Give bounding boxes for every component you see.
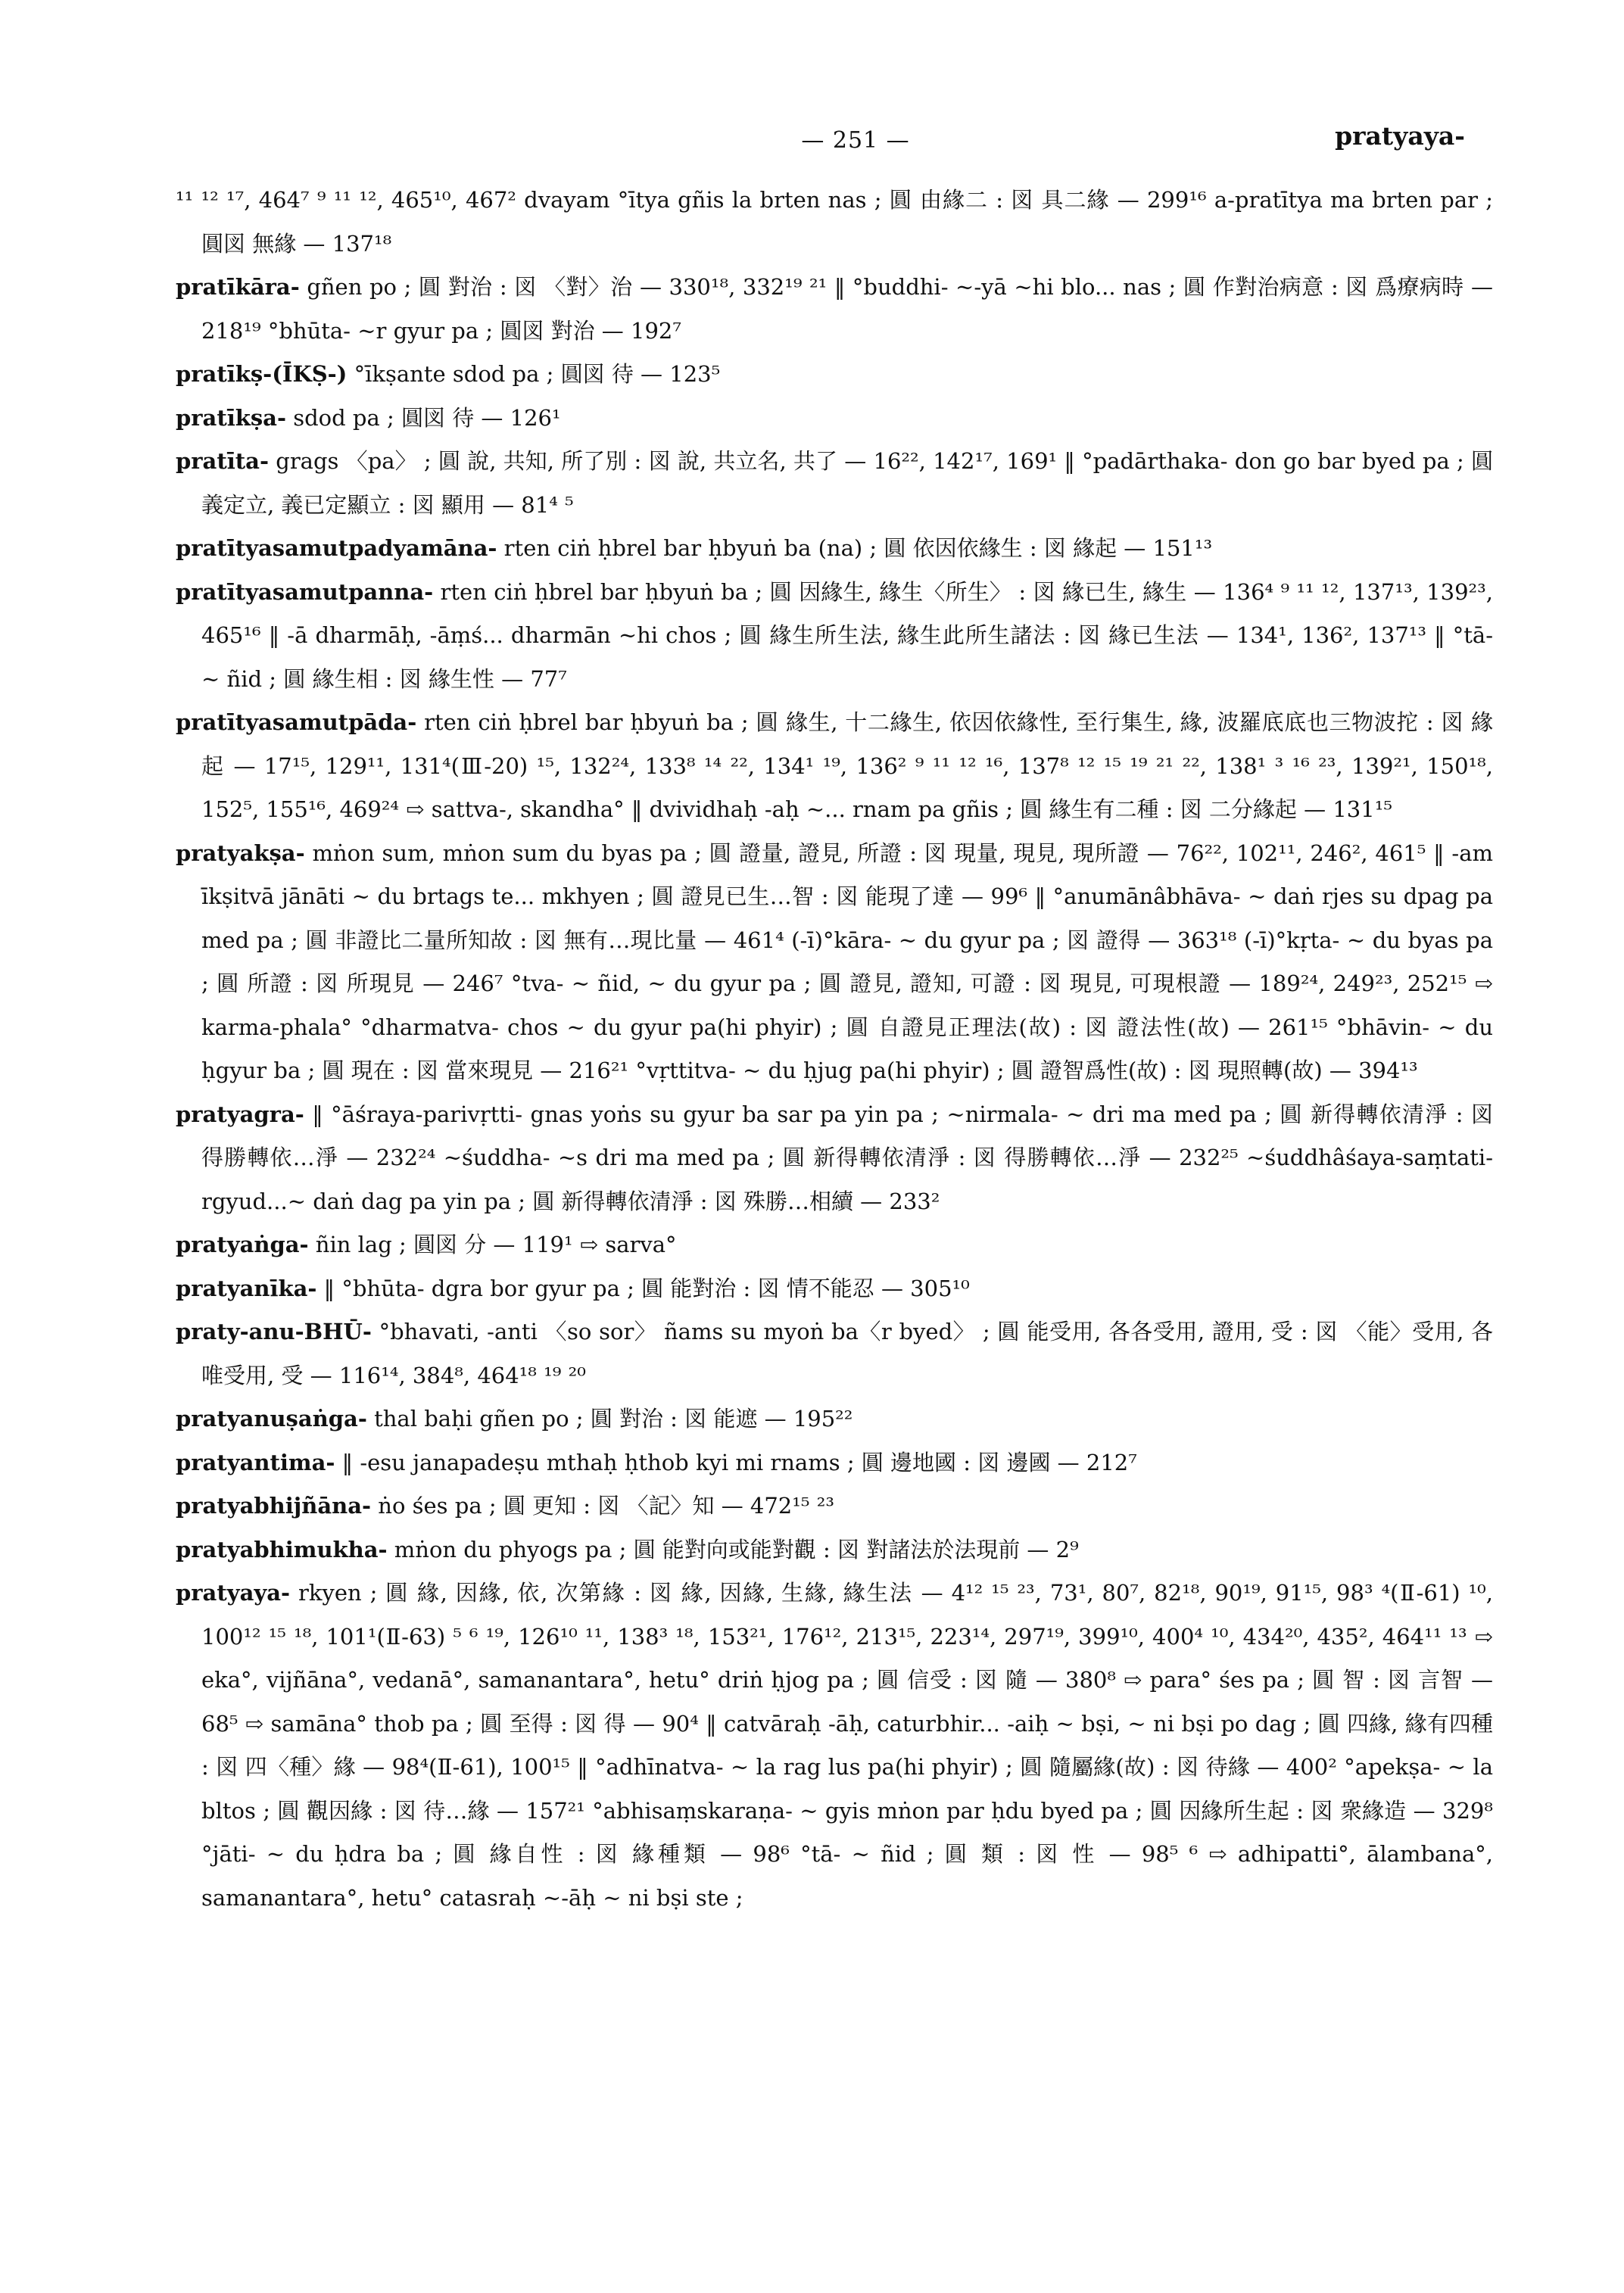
- entry-text: rten ciṅ ḥbrel bar ḥbyuṅ ba (na) ; 圓 依因依緣生 : 図 緣起 — 151¹³: [503, 535, 1213, 561]
- dictionary-entry: [176, 1310, 1493, 1397]
- running-head: pratyaya-: [1335, 121, 1465, 151]
- dictionary-entry: [176, 1485, 1493, 1528]
- dictionary-entry: [176, 571, 1493, 702]
- entry-headword: pratyantima-: [176, 1449, 335, 1475]
- dictionary-body: [176, 179, 1493, 1920]
- dictionary-entry: [176, 527, 1493, 571]
- entry-text: °bhavati, -anti 〈so sor〉 ñams su myoṅ ba〈r byed〉 ; 圓 能受用, 各各受用, 證用, 受 : 図 〈能〉受用, 各唯受用, 受 — 116¹⁴, 384⁸, 464¹⁸ ¹⁹ ²⁰: [201, 1319, 1493, 1388]
- entry-text: mṅon sum, mṅon sum du byas pa ; 圓 證量, 證見, 所證 : 図 現量, 現見, 現所證 — 76²², 102¹¹, 246², 461⁵ ‖ -am īkṣitvā jānāti ~ du brtags te... mkhyen ; 圓 證見已生…智 : 図 能現了達 — 99⁶ ‖ °anumānâbhāva- ~ daṅ rjes su dpag pa med pa ; 圓 非證比二量所知故 : 図 無有…現比量 — 461⁴ (-ī)°kāra- ~ du gyur pa ; 図 證得 — 363¹⁸ (-ī)°kṛta- ~ du byas pa ; 圓 所證 : 図 所現見 — 246⁷ °tva- ~ ñid, ~ du gyur pa ; 圓 證見, 證知, 可證 : 図 現見, 可現根證 — 189²⁴, 249²³, 252¹⁵ ⇨ karma-phala° °dharmatva- chos ~ du gyur pa(hi phyir) ; 圓 自證見正理法(故) : 図 證法性(故) — 261¹⁵ °bhāvin- ~ du ḥgyur ba ; 圓 現在 : 図 當來現見 — 216²¹ °vṛttitva- ~ du ḥjug pa(hi phyir) ; 圓 證智爲性(故) : 図 現照轉(故) — 394¹³: [201, 840, 1493, 1083]
- dictionary-entry: [176, 1093, 1493, 1224]
- entry-text: ‖ °āśraya-parivṛtti- gnas yoṅs su gyur ba sar pa yin pa ; ~nirmala- ~ dri ma med pa ; 圓 新得轉依清淨 : 図 得勝轉依…淨 — 232²⁴ ~śuddha- ~s dri ma med pa ; 圓 新得轉依清淨 : 図 得勝轉依…淨 — 232²⁵ ~śuddhâśaya-saṃtati- rgyud...~ daṅ dag pa yin pa ; 圓 新得轉依清淨 : 図 殊勝…相續 — 233²: [201, 1101, 1493, 1214]
- entry-text: rten ciṅ ḥbrel bar ḥbyuṅ ba ; 圓 因緣生, 緣生〈所生〉 : 図 緣已生, 緣生 — 136⁴ ⁹ ¹¹ ¹², 137¹³, 139²³, 465¹⁶ ‖ -ā dharmāḥ, -āṃś... dharmān ~hi chos ; 圓 緣生所生法, 緣生此所生諸法 : 図 緣已生法 — 134¹, 136², 137¹³ ‖ °tā- ~ ñid ; 圓 緣生相 : 図 緣生性 — 77⁷: [201, 578, 1493, 692]
- entry-headword: pratīta-: [176, 448, 269, 474]
- entry-headword: pratītyasamutpadyamāna-: [176, 535, 497, 561]
- entry-headword: pratīkṣ-(ĪKṢ-): [176, 361, 348, 387]
- entry-text: ṅo śes pa ; 圓 更知 : 図 〈記〉知 — 472¹⁵ ²³: [378, 1493, 834, 1519]
- entry-text: mṅon du phyogs pa ; 圓 能對向或能對觀 : 図 對諸法於法現前 — 2⁹: [394, 1536, 1079, 1562]
- dictionary-entry: [176, 1572, 1493, 1920]
- entry-text: sdod pa ; 圓図 待 — 126¹: [293, 404, 561, 431]
- entry-headword: pratītyasamutpāda-: [176, 709, 417, 735]
- entry-headword: pratyanīka-: [176, 1275, 317, 1301]
- dictionary-entry: [176, 353, 1493, 397]
- entry-headword: pratyagra-: [176, 1101, 304, 1127]
- dictionary-entry: [176, 1267, 1493, 1311]
- dictionary-entry: [176, 1441, 1493, 1485]
- entry-text: ‖ -esu janapadeṣu mthaḥ ḥthob kyi mi rnams ; 圓 邊地國 : 図 邊國 — 212⁷: [341, 1449, 1137, 1475]
- entry-text: gñen po ; 圓 對治 : 図 〈對〉治 — 330¹⁸, 332¹⁹ ²¹ ‖ °buddhi- ~-yā ~hi blo... nas ; 圓 作對治病意 : 図 爲療病時 — 218¹⁹ °bhūta- ~r gyur pa ; 圓図 對治 — 192⁷: [201, 274, 1494, 344]
- entry-headword: pratyaṅga-: [176, 1232, 309, 1257]
- dictionary-entry: [176, 832, 1493, 1093]
- entry-headword: pratyanuṣaṅga-: [176, 1406, 367, 1432]
- entry-text: °īkṣante sdod pa ; 圓図 待 — 123⁵: [354, 361, 721, 387]
- entry-text: rkyen ; 圓 緣, 因緣, 依, 次第緣 : 図 緣, 因緣, 生緣, 緣生法 — 4¹² ¹⁵ ²³, 73¹, 80⁷, 82¹⁸, 90¹⁹, 91¹⁵, 98³ ⁴(Ⅱ-61) ¹⁰, 100¹² ¹⁵ ¹⁸, 101¹(Ⅱ-63) ⁵ ⁶ ¹⁹, 126¹⁰ ¹¹, 138³ ¹⁸, 153²¹, 176¹², 213¹⁵, 223¹⁴, 297¹⁹, 399¹⁰, 400⁴ ¹⁰, 434²⁰, 435², 464¹¹ ¹³ ⇨ eka°, vijñāna°, vedanā°, samanantara°, hetu° driṅ ḥjog pa ; 圓 信受 : 図 隨 — 380⁸ ⇨ para° śes pa ; 圓 智 : 図 言智 — 68⁵ ⇨ samāna° thob pa ; 圓 至得 : 図 得 — 90⁴ ‖ catvāraḥ -āḥ, caturbhir... -aiḥ ~ bṣi, ~ ni bṣi po dag ; 圓 四緣, 緣有四種 : 図 四〈種〉緣 — 98⁴(Ⅱ-61), 100¹⁵ ‖ °adhīnatva- ~ la rag lus pa(hi phyir) ; 圓 隨屬緣(故) : 図 待緣 — 400² °apekṣa- ~ la bltos ; 圓 觀因緣 : 図 待…緣 — 157²¹ °abhisaṃskaraṇa- ~ gyis mṅon par ḥdu byed pa ; 圓 因緣所生起 : 図 衆緣造 — 329⁸ °jāti- ~ du ḥdra ba ; 圓 緣自性 : 図 緣種類 — 98⁶ °tā- ~ ñid ; 圓 類 : 図 性 — 98⁵ ⁶ ⇨ adhipatti°, ālambana°, samanantara°, hetu° catasraḥ ~-āḥ ~ ni bṣi ste ;: [201, 1580, 1494, 1911]
- entry-headword: pratyaya-: [176, 1580, 291, 1606]
- dictionary-entry-continued: [176, 179, 1493, 266]
- entry-headword: pratyabhimukha-: [176, 1536, 388, 1562]
- entry-text: rten ciṅ ḥbrel bar ḥbyuṅ ba ; 圓 緣生, 十二緣生, 依因依緣性, 至行集生, 緣, 波羅底底也三物波拕 : 図 緣起 — 17¹⁵, 129¹¹, 131⁴(Ⅲ-20) ¹⁵, 132²⁴, 133⁸ ¹⁴ ²², 134¹ ¹⁹, 136² ⁹ ¹¹ ¹² ¹⁶, 137⁸ ¹² ¹⁵ ¹⁹ ²¹ ²², 138¹ ³ ¹⁶ ²³, 139²¹, 150¹⁸, 152⁵, 155¹⁶, 469²⁴ ⇨ sattva-, skandha° ‖ dvividhaḥ -aḥ ~... rnam pa gñis ; 圓 緣生有二種 : 図 二分緣起 — 131¹⁵: [201, 709, 1494, 822]
- entry-text: ñin lag ; 圓図 分 — 119¹ ⇨ sarva°: [315, 1232, 677, 1257]
- entry-headword: pratyakṣa-: [176, 840, 305, 866]
- entry-text: grags 〈pa〉 ; 圓 說, 共知, 所了別 : 図 說, 共立名, 共了 — 16²², 142¹⁷, 169¹ ‖ °padārthaka- don go bar byed pa ; 圓 義定立, 義已定顯立 : 図 顯用 — 81⁴ ⁵: [201, 448, 1494, 518]
- dictionary-entry: [176, 1397, 1493, 1441]
- entry-headword: pratīkāra-: [176, 274, 300, 300]
- entry-text: ‖ °bhūta- dgra bor gyur pa ; 圓 能對治 : 図 情不能忍 — 305¹⁰: [323, 1275, 970, 1301]
- entry-text: ¹¹ ¹² ¹⁷, 464⁷ ⁹ ¹¹ ¹², 465¹⁰, 467² dvayam °ītya gñis la brten nas ; 圓 由緣二 : 図 具二緣 — 299¹⁶ a-pratītya ma brten par ; 圓図 無緣 — 137¹⁸: [176, 187, 1493, 257]
- entry-headword: pratīkṣa-: [176, 404, 287, 431]
- dictionary-entry: [176, 440, 1493, 527]
- page-number: — 251 —: [801, 127, 910, 154]
- entry-headword: pratyabhijñāna-: [176, 1493, 372, 1519]
- dictionary-entry: [176, 1528, 1493, 1572]
- dictionary-entry: [176, 701, 1493, 832]
- entry-headword: pratītyasamutpanna-: [176, 578, 434, 605]
- dictionary-entry: [176, 1223, 1493, 1267]
- dictionary-entry: [176, 266, 1493, 353]
- dictionary-entry: [176, 397, 1493, 441]
- entry-headword: praty-anu-BHŪ-: [176, 1319, 372, 1344]
- entry-text: thal baḥi gñen po ; 圓 對治 : 図 能遮 — 195²²: [374, 1406, 853, 1432]
